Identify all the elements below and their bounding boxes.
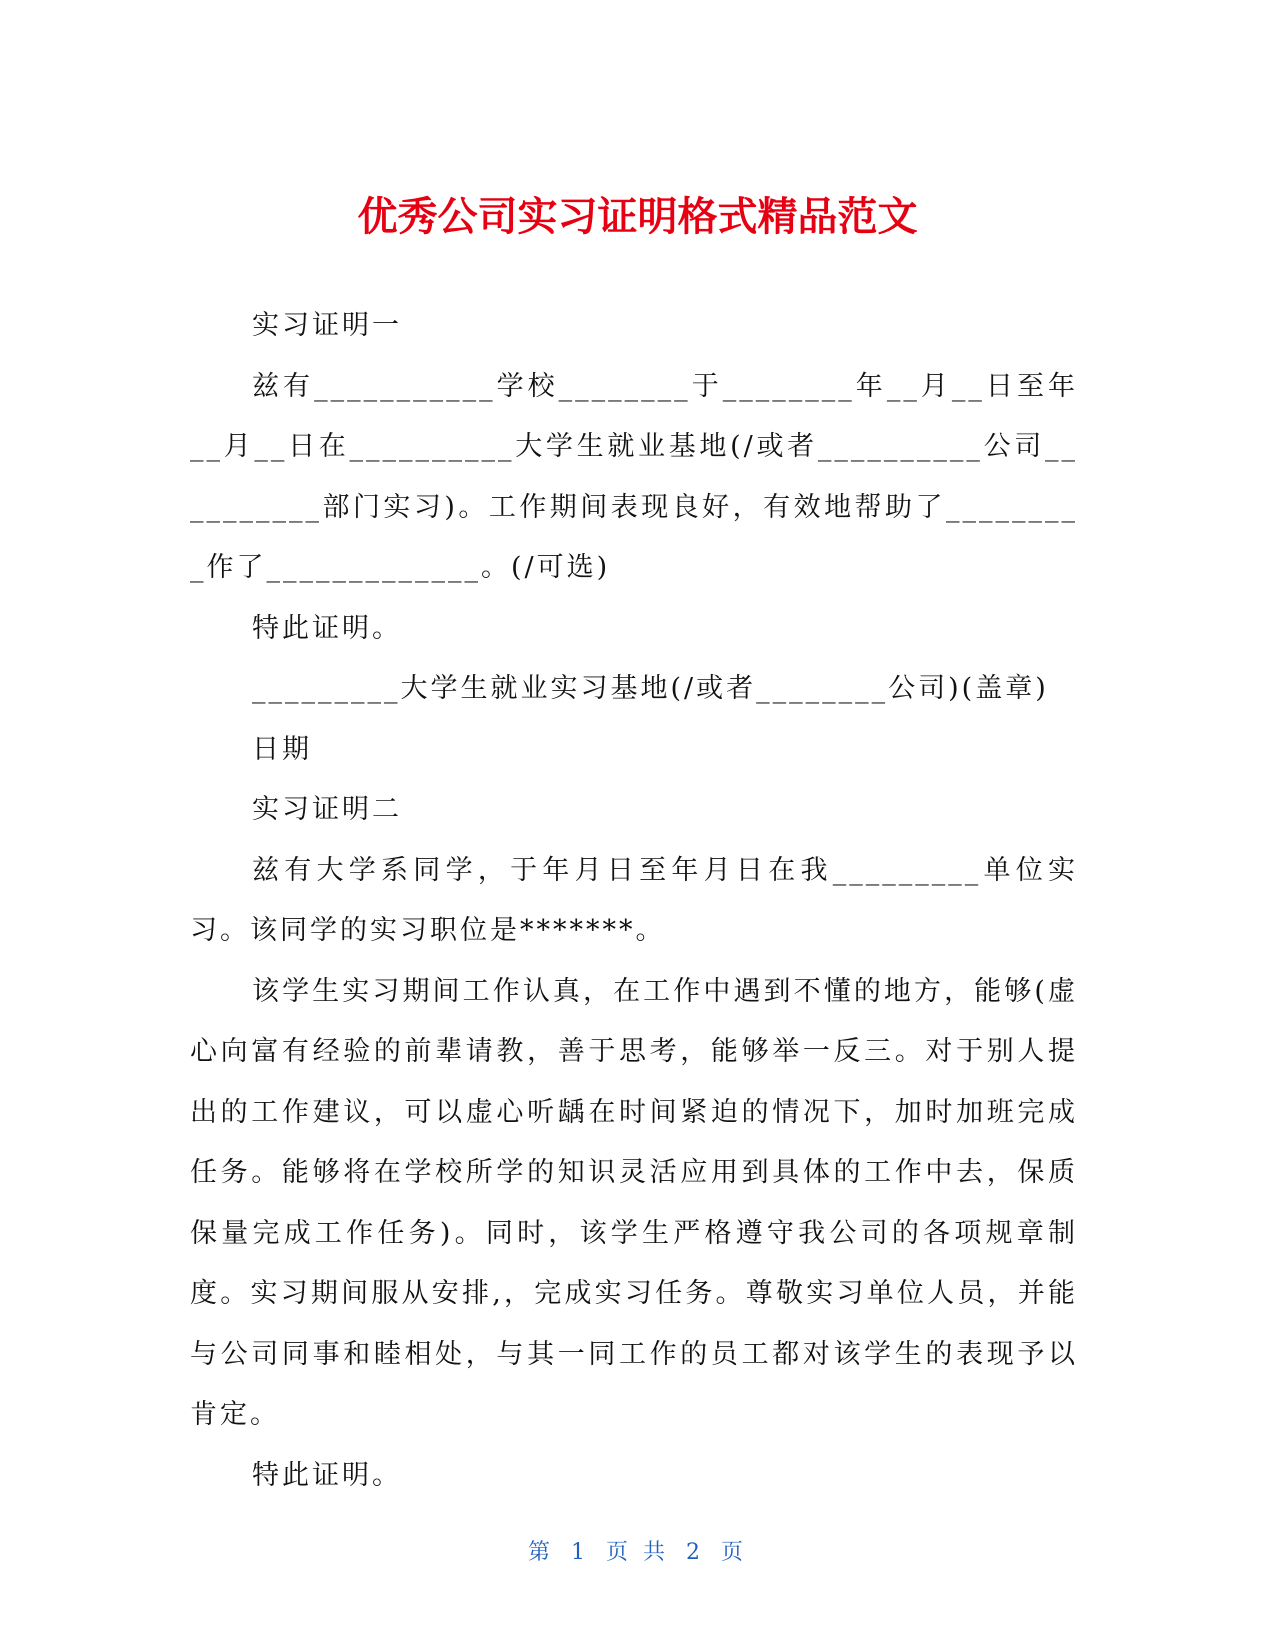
page-label-prefix: 第	[527, 1540, 554, 1565]
certificate-1-signature: _________大学生就业实习基地(/或者________公司)(盖章)	[252, 673, 1049, 704]
document-body	[190, 296, 1078, 1506]
section-heading-2: 实习证明二	[252, 794, 402, 825]
total-pages-number: 2	[686, 1540, 704, 1565]
document-title: 优秀公司实习证明格式精品范文	[357, 193, 918, 240]
certificate-1-date: 日期	[252, 733, 312, 765]
page-label-suffix: 页	[721, 1540, 748, 1565]
certificate-2-intro: 兹有大学系同学，于年月日至年月日在我_________单位实习。该同学的实习职位是*******。	[190, 854, 1078, 946]
page-footer	[0, 1538, 1275, 1568]
current-page-number: 1	[571, 1540, 589, 1565]
certificate-2-closing: 特此证明。	[252, 1459, 402, 1491]
certificate-1-closing: 特此证明。	[252, 612, 402, 644]
certificate-2-body: 该学生实习期间工作认真，在工作中遇到不懂的地方，能够(虚心向富有经验的前辈请教，善于思考，能够举一反三。对于别人提出的工作建议，可以虚心听龋在时间紧迫的情况下，加时加班完成任务。能够将在学校所学的知识灵活应用到具体的工作中去，保质保量完成工作任务)。同时，该学生严格遵守我公司的各项规章制度。实习期间服从安排,，完成实习任务。尊敬实习单位人员，并能与公司同事和睦相处，与其一同工作的员工都对该学生的表现予以肯定。	[190, 975, 1078, 1430]
certificate-1-body: 兹有___________学校________于________年__月__日至年__月__日在__________大学生就业基地(/或者__________公司__________部门实习)。工作期间表现良好，有效地帮助了_________作了_____________。(/可选)	[190, 370, 1078, 583]
page-label-middle: 页 共	[606, 1540, 669, 1565]
section-heading-1: 实习证明一	[252, 310, 402, 341]
